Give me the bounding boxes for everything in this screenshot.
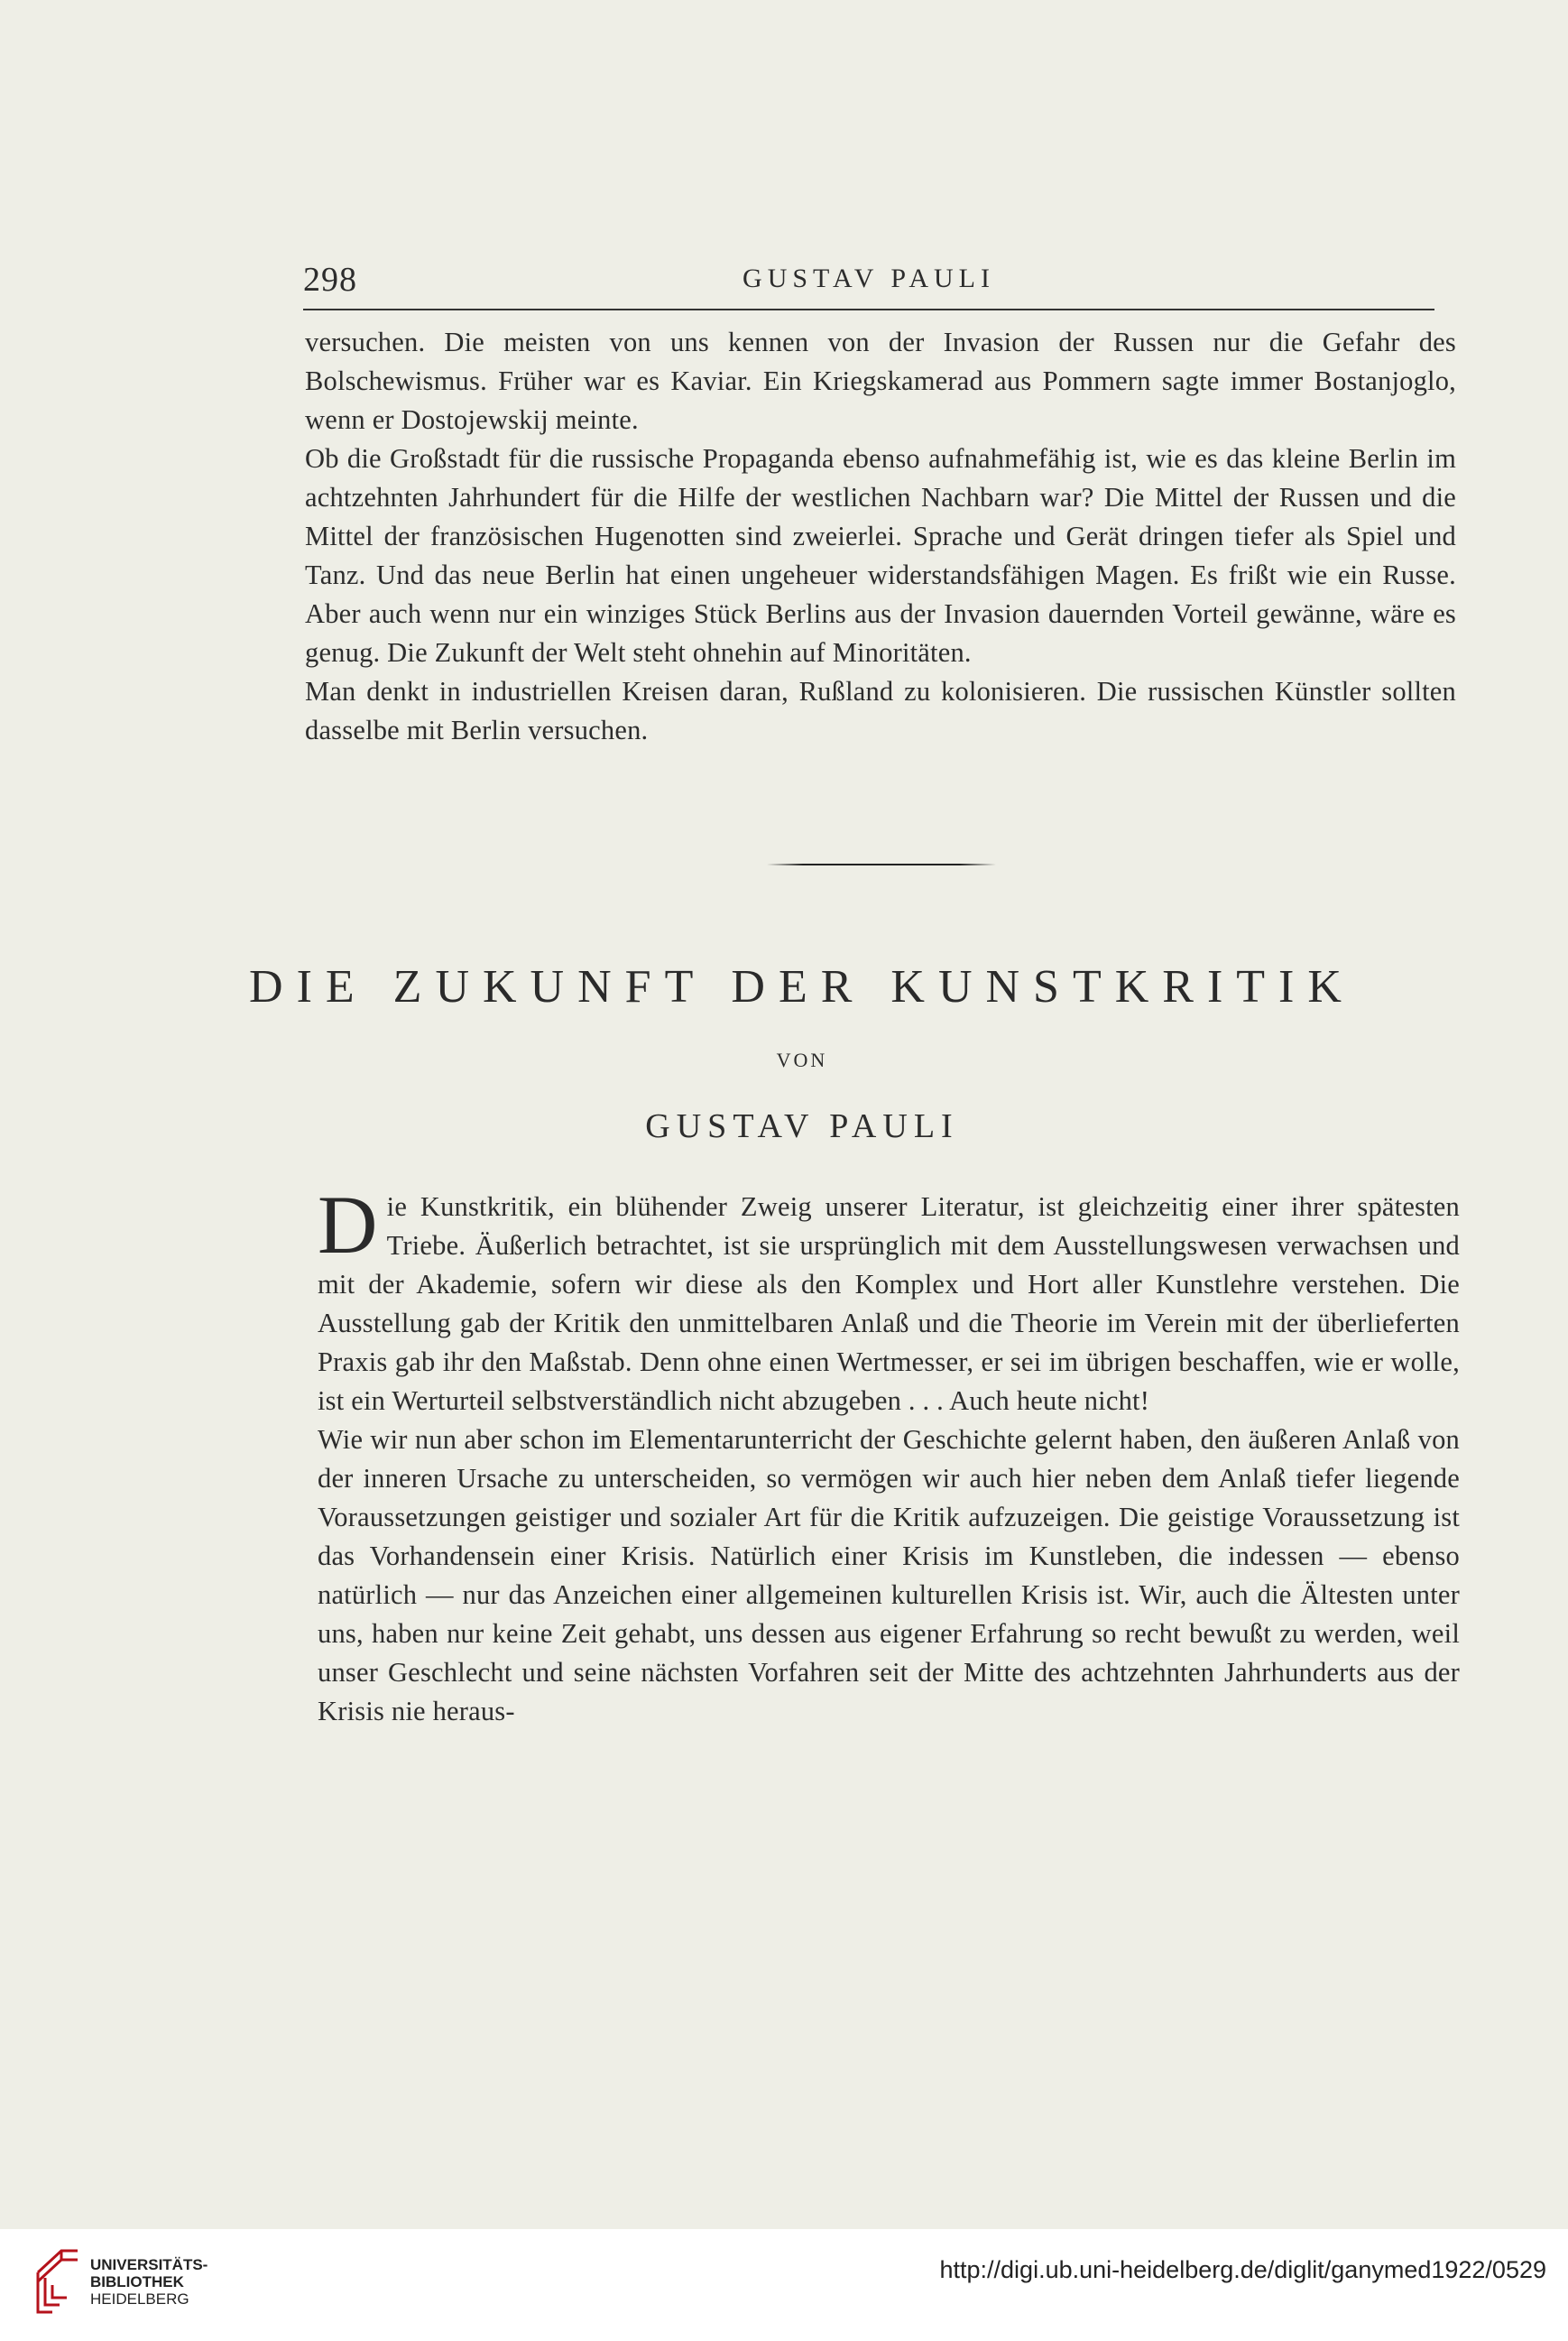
article-title: DIE ZUKUNFT DER KUNSTKRITIK bbox=[249, 961, 1355, 1013]
paragraph: Man denkt in industriellen Kreisen daran, Rußland zu kolonisieren. Die russischen Künstler sollten dasselbe mit Berlin versuchen. bbox=[305, 676, 1456, 745]
library-name bbox=[90, 2256, 208, 2308]
paragraph: Wie wir nun aber schon im Elementarunterricht der Geschichte gelernt haben, den äußeren Anlaß von der inneren Ursache zu unterscheiden, so vermögen wir auch hier neben dem Anlaß tiefer liegende Voraussetzungen geistiger und sozialer Art für die Kritik aufzuzeigen. Die geistige Voraussetzung ist das Vorhandensein einer Krisis. Natürlich einer Krisis im Kunstleben, die indessen — ebenso natürlich — nur das Anzeichen einer allgemeinen kulturellen Krisis ist. Wir, auch die Ältesten unter uns, haben nur keine Zeit gehabt, uns dessen aus eigener Erfahrung so recht bewußt zu werden, weil unser Geschlecht und seine nächsten Vorfahren seit der Mitte des achtzehnten Jahrhunderts aus der Krisis nie heraus- bbox=[318, 1424, 1460, 1726]
running-header bbox=[303, 254, 1434, 310]
running-title: GUSTAV PAULI bbox=[742, 264, 995, 293]
permalink-url[interactable]: http://digi.ub.uni-heidelberg.de/diglit/ganymed1922/0529 bbox=[939, 2256, 1546, 2283]
paragraph: versuchen. Die meisten von uns kennen von der Invasion der Russen nur die Gefahr des Bolschewismus. Früher war es Kaviar. Ein Kriegskamerad aus Pommern sagte immer Bostanjoglo, wenn er Dostojewskij meinte. bbox=[305, 327, 1456, 435]
article-author: GUSTAV PAULI bbox=[645, 1107, 959, 1145]
page-number: 298 bbox=[303, 261, 357, 299]
paragraph: Ob die Großstadt für die russische Propaganda ebenso aufnahmefähig ist, wie es das kleine Berlin im achtzehnten Jahrhundert für die Hilfe der westlichen Nachbarn war? Die Mittel der Russen und die Mittel der französischen Hugenotten sind zweierlei. Sprache und Gerät dringen tiefer als Spiel und Tanz. Und das neue Berlin hat einen ungeheuer widerstandsfähigen Magen. Es frißt wie ein Russe. Aber auch wenn nur ein winziges Stück Berlins aus der Invasion dauernden Vorteil gewänne, wäre es genug. Die Zukunft der Welt steht ohnehin auf Minoritäten. bbox=[305, 443, 1456, 668]
digitization-footer bbox=[0, 2229, 1568, 2341]
header-rule bbox=[303, 309, 1434, 310]
drop-cap: D bbox=[318, 1179, 378, 1271]
library-name-line: BIBLIOTHEK bbox=[90, 2273, 184, 2290]
library-name-line: UNIVERSITÄTS- bbox=[90, 2256, 208, 2273]
paragraph-text: ie Kunstkritik, ein blühender Zweig unserer Literatur, ist gleichzeitig einer ihrer spätesten Triebe. Äußerlich betrachtet, ist sie ursprünglich mit dem Ausstellungswesen verwachsen und mit der Akademie, sofern wir diese als den Komplex und Hort aller Kunstlehre verstehen. Die Ausstellung gab der Kritik den unmittelbaren Anlaß und die Theorie im Verein mit der überlieferten Praxis gab ihr den Maßstab. Denn ohne einen Wertmesser, er sei im übrigen beschaffen, wie er wolle, ist ein Werturteil selbstverständlich nicht abzugeben . . . Auch heute nicht! bbox=[318, 1191, 1460, 1416]
library-logo-icon[interactable] bbox=[34, 2245, 83, 2318]
article-body bbox=[318, 1179, 1460, 1731]
paragraph bbox=[318, 1179, 1460, 1420]
continued-text-block bbox=[305, 323, 1456, 750]
library-city: HEIDELBERG bbox=[90, 2290, 189, 2308]
section-divider-ornament bbox=[767, 863, 996, 866]
byline-von: VON bbox=[776, 1049, 828, 1071]
